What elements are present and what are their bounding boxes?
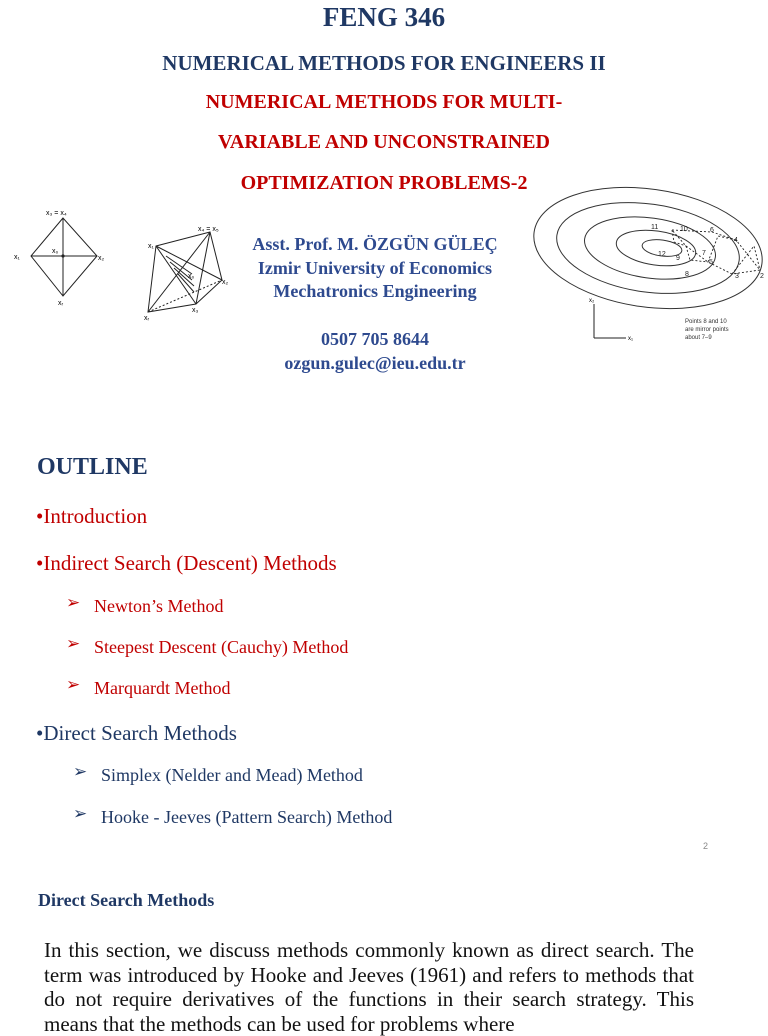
- label-x3-3d: x₃: [192, 307, 199, 314]
- point-label-3: 3: [735, 273, 739, 280]
- point-label-8: 8: [685, 271, 689, 278]
- point-label-5: 5: [709, 259, 713, 266]
- point-label-2: 2: [760, 273, 764, 280]
- label-xr: xᵣ: [58, 300, 64, 307]
- outline-item-indirect-search: •Indirect Search (Descent) Methods: [36, 551, 337, 575]
- outline-title: OUTLINE: [37, 454, 148, 480]
- point-label-11: 11: [651, 224, 659, 231]
- point-label-6: 6: [710, 227, 714, 234]
- label-x1-3d: x₁: [148, 243, 154, 250]
- outline-subitem-newton: Newton’s Method: [94, 596, 224, 616]
- y-axis-label: x₂: [589, 298, 595, 304]
- figure-note-line-2: are mirror points: [685, 327, 729, 333]
- label-x4-x5: x₄ = x₅: [198, 226, 219, 233]
- department: Mechatronics Engineering: [273, 281, 477, 301]
- outline-subitem-hooke-jeeves: Hooke - Jeeves (Pattern Search) Method: [101, 807, 393, 827]
- outline-subitem-steepest-descent: Steepest Descent (Cauchy) Method: [94, 637, 349, 657]
- outline-subitem-simplex: Simplex (Nelder and Mead) Method: [101, 765, 363, 785]
- subtitle-line-1: NUMERICAL METHODS FOR MULTI-: [205, 91, 563, 113]
- body-paragraph: In this section, we discuss methods commonly known as direct search. The term was introduced by Hooke and Jeeves (1961) and refers to methods that do not require derivatives of the functions in their search strategy. This means that the methods can be used for problems where: [44, 938, 694, 1036]
- outline-item-introduction: •Introduction: [36, 504, 148, 528]
- contour-search-figure: [532, 184, 768, 344]
- simplex-2d-figure: [14, 206, 110, 322]
- label-x2: x₂: [98, 255, 105, 262]
- author-name: Asst. Prof. M. ÖZGÜN GÜLEÇ: [252, 234, 498, 254]
- university: Izmir University of Economics: [257, 258, 493, 278]
- point-label-12: 12: [658, 251, 666, 258]
- arrow-bullet-icon: ➢: [73, 762, 88, 781]
- label-x1: x₁: [14, 254, 20, 261]
- arrow-bullet-icon: ➢: [73, 804, 88, 823]
- email-address: ozgun.gulec@ieu.edu.tr: [284, 353, 466, 373]
- point-label-7: 7: [702, 250, 706, 257]
- figure-note-line-3: about 7–9: [685, 335, 712, 341]
- point-label-10: 10: [680, 226, 688, 233]
- course-name: NUMERICAL METHODS FOR ENGINEERS II: [162, 51, 606, 75]
- section-title: Direct Search Methods: [38, 890, 215, 910]
- label-x3-x4: x₃ = x₄: [46, 210, 67, 217]
- arrow-bullet-icon: ➢: [66, 634, 81, 653]
- label-xr-3d: xᵣ: [144, 315, 150, 322]
- label-x0: x₀: [52, 248, 59, 255]
- point-label-9: 9: [676, 255, 680, 262]
- point-label-4: 4: [734, 237, 738, 244]
- phone-number: 0507 705 8644: [321, 329, 429, 349]
- outline-subitem-marquardt: Marquardt Method: [94, 678, 231, 698]
- x-axis-label: x₁: [628, 336, 634, 342]
- subtitle-line-3: OPTIMIZATION PROBLEMS-2: [240, 172, 528, 194]
- label-x0-3d: x₀: [188, 273, 195, 280]
- figure-note-line-1: Points 8 and 10: [685, 319, 727, 325]
- arrow-bullet-icon: ➢: [66, 675, 81, 694]
- label-x2-3d: x₂: [222, 279, 229, 286]
- arrow-bullet-icon: ➢: [66, 593, 81, 612]
- subtitle-line-2: VARIABLE AND UNCONSTRAINED: [218, 131, 550, 153]
- outline-item-direct-search: •Direct Search Methods: [36, 721, 237, 745]
- page-number: 2: [703, 841, 709, 851]
- course-code: FENG 346: [322, 2, 446, 32]
